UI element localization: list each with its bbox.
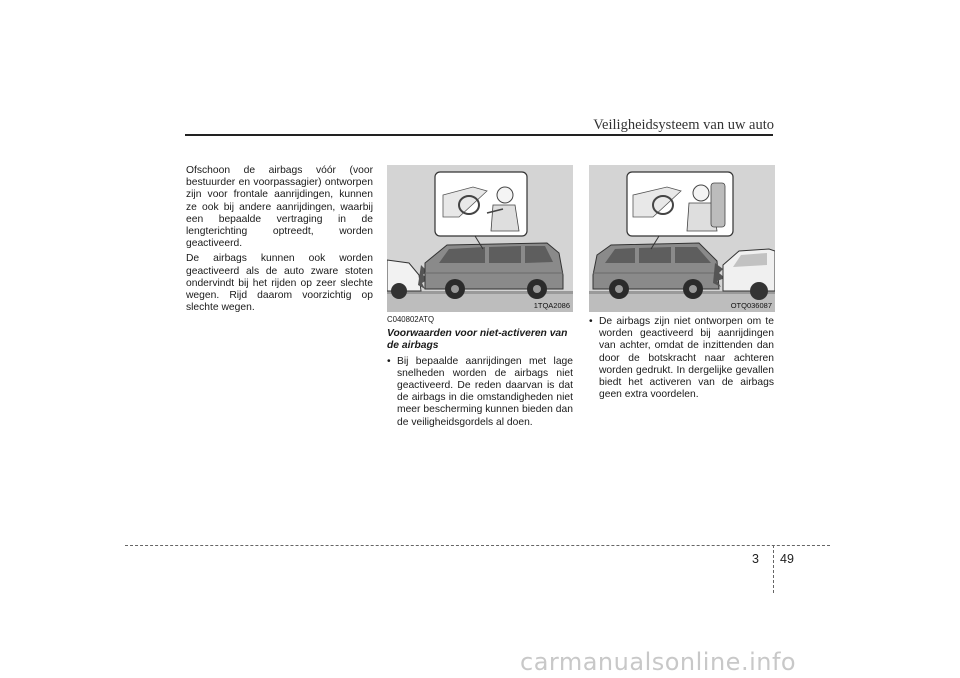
bullet-rear-collision — [589, 316, 774, 401]
bullet-low-speed — [387, 356, 573, 429]
section-code: C040802ATQ — [387, 315, 435, 324]
figure-rear-collision — [589, 165, 775, 312]
footer-rule — [125, 545, 830, 546]
watermark: carmanualsonline.info — [520, 648, 797, 676]
column-right — [589, 316, 774, 401]
bullet-dot-icon: • — [387, 355, 391, 367]
van-rear-collision-illustration — [589, 165, 775, 312]
section-subtitle — [387, 328, 573, 352]
column-left — [186, 165, 373, 317]
header-rule — [185, 134, 773, 136]
subtitle-line-1: Voorwaarden voor niet-activeren van — [387, 328, 568, 340]
column-middle — [387, 314, 573, 429]
page-number: 49 — [780, 552, 794, 566]
paragraph-frontal: Ofschoon de airbags vóór (voor bestuurder en voorpassagier) ontworpen zijn voor frontale aanrijdingen, kunnen ze ook bij andere aanrijdingen, waarbij een bepaalde vertraging in de lengterichting optreedt, worden geactiveerd. — [186, 165, 373, 250]
header-title: Veiligheidsysteem van uw auto — [593, 117, 774, 133]
figure-code: 1TQA2086 — [533, 301, 570, 310]
page-separator — [773, 545, 774, 593]
bullet-dot-icon: • — [589, 316, 593, 327]
subtitle-line-2: de airbags — [387, 340, 439, 352]
figure-front-collision — [387, 165, 573, 312]
van-front-collision-illustration — [387, 165, 573, 312]
figure-code: OTQ036087 — [730, 301, 772, 310]
bullet-text: De airbags zijn niet ontworpen om te worden geactiveerd bij aanrijdingen van achter, omdat de inzittenden dan door de botskracht naar achteren worden gedrukt. In dergelijke gevallen biedt het activeren van de airbags geen extra voordelen. — [599, 316, 774, 401]
paragraph-rough-roads: De airbags kunnen ook worden geactiveerd als de auto zware stoten ondervindt bij het rijden op zeer slechte wegen. Rijd daarom voorzichtig op slechte wegen. — [186, 253, 373, 314]
bullet-text: Bij bepaalde aanrijdingen met lage snelheden worden de airbags niet geactiveerd. De reden daarvan is dat de airbags in die omstandigheden niet meer bescherming kunnen bieden dan de veiligheidsgordels al doen. — [397, 355, 573, 428]
chapter-number: 3 — [752, 552, 759, 566]
